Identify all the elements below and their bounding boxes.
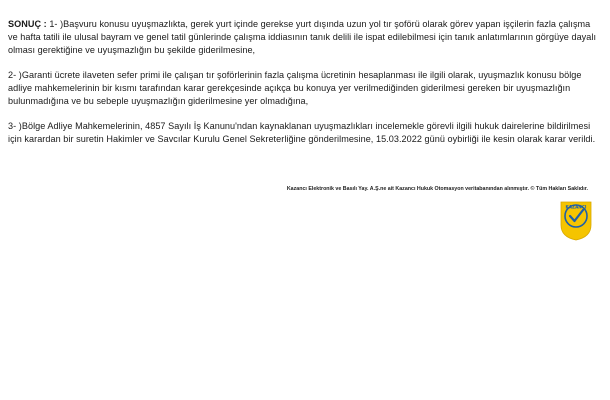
- paragraph-number: 3- ): [8, 121, 22, 131]
- decision-paragraph-3: [8, 120, 602, 146]
- decision-document: [8, 18, 602, 158]
- kazanci-logo-icon: [559, 197, 593, 241]
- decision-paragraph-2: [8, 69, 602, 108]
- paragraph-text: Garanti ücrete ilaveten sefer primi ile çalışan tır şoförlerinin fazla çalışma ücretinin hesaplanması ile ilgili olarak, uyuşmazlık konusu bölge adliye mahkemelerinin bir kısmı tarafından karar gerekçesinde açıkça bu konuya yer verilmediğinden giderilmesi gereken bir uyuşmazlığın bulunmadığına ve bu sebeple uyuşmazlığın giderilmesine yer olmadığına,: [8, 70, 582, 106]
- logo-text: KAZANCI: [565, 204, 587, 210]
- paragraph-text: Bölge Adliye Mahkemelerinin, 4857 Sayılı İş Kanunu'ndan kaynaklanan uyuşmazlıkları incelemekle görevli ilgili hukuk dairelerine bildirilmesi için karardan bir suretin Hakimler ve Savcılar Kurulu Genel Sekreterliğine gönderilmesine, 15.03.2022 günü oybirliği ile kesin olarak karar verildi.: [8, 121, 596, 144]
- copyright-notice: Kazancı Elektronik ve Basılı Yay. A.Ş.ne ait Kazancı Hukuk Otomasyon veritabanından alınmıştır. © Tüm Hakları Saklıdır.: [286, 186, 588, 192]
- paragraph-text: Başvuru konusu uyuşmazlıkta, gerek yurt içinde gerekse yurt dışında uzun yol tır şoförü olarak görev yapan işçilerin fazla çalışma ve hafta tatili ile ulusal bayram ve genel tatil günlerinde çalışma iddiasının tanık delili ile ispat edilebilmesi için tanık anlatımlarının görgüye dayalı olması gerektiğine ve uyuşmazlığın bu şekilde giderilmesine,: [8, 19, 597, 55]
- paragraph-number: 2- ): [8, 70, 22, 80]
- decision-paragraph-1: [8, 18, 602, 57]
- paragraph-number: 1- ): [49, 19, 64, 29]
- decision-heading: SONUÇ :: [8, 19, 50, 29]
